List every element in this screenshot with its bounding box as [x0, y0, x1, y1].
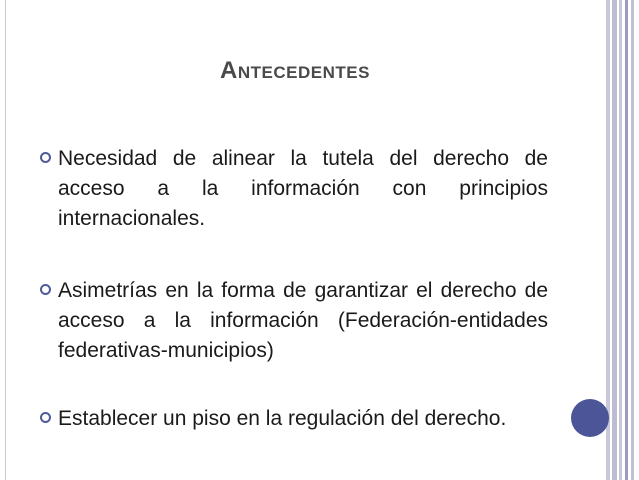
filled-circle-icon	[571, 399, 609, 437]
bullet-item	[40, 276, 560, 366]
bullet-text: Necesidad de alinear la tutela del derecho de acceso a la información con principios internacionales.	[58, 147, 548, 230]
bullet-item	[40, 404, 560, 434]
bullet-item	[40, 144, 560, 234]
bullet-text: Asimetrías en la forma de garantizar el derecho de acceso a la información (Federación-entidades federativas-municipios)	[58, 279, 548, 362]
hollow-circle-bullet-icon	[40, 152, 51, 163]
hollow-circle-bullet-icon	[40, 412, 51, 423]
hollow-circle-bullet-icon	[40, 284, 51, 295]
slide-title: Antecedentes	[220, 57, 370, 84]
bullet-text: Establecer un piso en la regulación del derecho.	[58, 407, 507, 430]
